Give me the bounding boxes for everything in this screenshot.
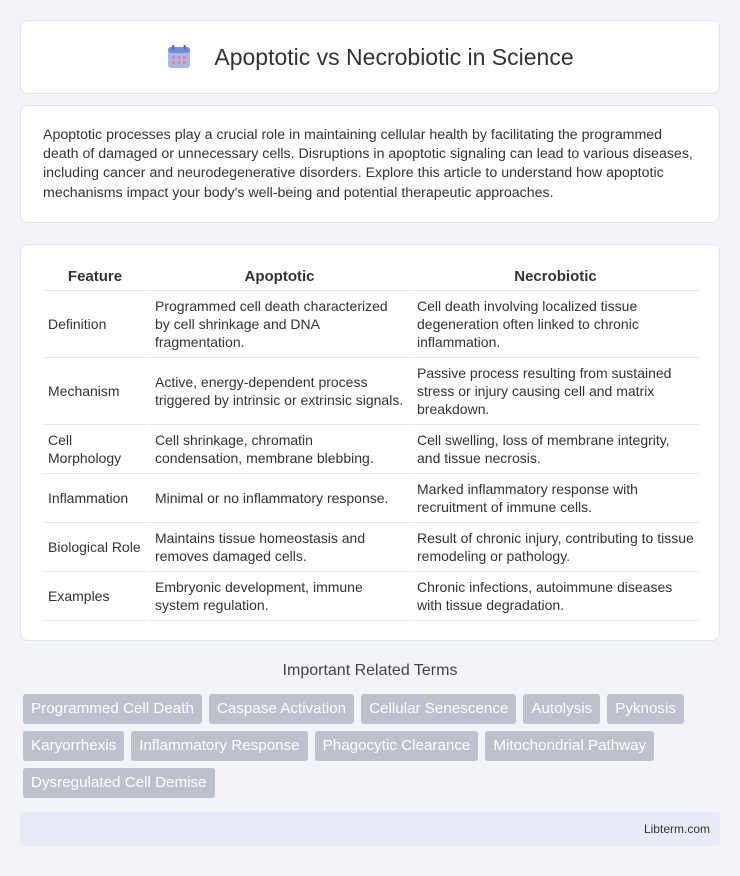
row-apoptotic: Embryonic development, immune system regulation. bbox=[147, 572, 409, 621]
page-title: Apoptotic vs Necrobiotic in Science bbox=[214, 43, 574, 70]
related-term-tag[interactable]: Inflammatory Response bbox=[131, 731, 307, 761]
comparison-table bbox=[43, 263, 699, 621]
related-term-tag[interactable]: Karyorrhexis bbox=[23, 731, 124, 761]
related-term-tag[interactable]: Programmed Cell Death bbox=[23, 694, 202, 724]
related-term-tag[interactable]: Dysregulated Cell Demise bbox=[23, 768, 215, 798]
row-necrobiotic: Marked inflammatory response with recruitment of immune cells. bbox=[409, 474, 699, 523]
row-necrobiotic: Passive process resulting from sustained stress or injury causing cell and matrix breakdown. bbox=[409, 358, 699, 425]
row-necrobiotic: Result of chronic injury, contributing to tissue remodeling or pathology. bbox=[409, 523, 699, 572]
row-apoptotic: Programmed cell death characterized by cell shrinkage and DNA fragmentation. bbox=[147, 291, 409, 358]
table-row bbox=[43, 523, 699, 572]
row-apoptotic: Minimal or no inflammatory response. bbox=[147, 474, 409, 523]
table-row bbox=[43, 358, 699, 425]
table-row bbox=[43, 425, 699, 474]
table-row bbox=[43, 572, 699, 621]
header-necrobiotic: Necrobiotic bbox=[409, 263, 699, 291]
related-term-tag[interactable]: Autolysis bbox=[523, 694, 600, 724]
related-terms-list bbox=[23, 694, 723, 798]
row-feature: Cell Morphology bbox=[43, 425, 147, 474]
row-feature: Examples bbox=[43, 572, 147, 621]
related-term-tag[interactable]: Mitochondrial Pathway bbox=[485, 731, 654, 761]
row-apoptotic: Active, energy-dependent process triggered by intrinsic or extrinsic signals. bbox=[147, 358, 409, 425]
related-term-tag[interactable]: Phagocytic Clearance bbox=[315, 731, 479, 761]
table-row bbox=[43, 474, 699, 523]
row-necrobiotic: Cell death involving localized tissue degeneration often linked to chronic inflammation. bbox=[409, 291, 699, 358]
related-term-tag[interactable]: Cellular Senescence bbox=[361, 694, 516, 724]
row-feature: Mechanism bbox=[43, 358, 147, 425]
row-necrobiotic: Chronic infections, autoimmune diseases with tissue degradation. bbox=[409, 572, 699, 621]
intro-card bbox=[20, 105, 720, 223]
related-terms-heading: Important Related Terms bbox=[282, 662, 458, 679]
footer-bar bbox=[20, 812, 720, 846]
row-apoptotic: Maintains tissue homeostasis and removes damaged cells. bbox=[147, 523, 409, 572]
footer-brand-link[interactable]: Libterm.com bbox=[643, 822, 710, 836]
header-card bbox=[20, 20, 720, 94]
row-feature: Biological Role bbox=[43, 523, 147, 572]
table-header-row bbox=[43, 263, 699, 291]
calendar-grid-icon bbox=[166, 44, 192, 70]
related-term-tag[interactable]: Caspase Activation bbox=[209, 694, 354, 724]
row-necrobiotic: Cell swelling, loss of membrane integrity, and tissue necrosis. bbox=[409, 425, 699, 474]
intro-paragraph: Apoptotic processes play a crucial role in maintaining cellular health by facilitating the programmed death of damaged or unnecessary cells. Disruptions in apoptotic signaling can lead to various diseases, including cancer and neurodegenerative disorders. Explore this article to understand how apoptotic mechanisms impact your body's well-being and potential therapeutic approaches. bbox=[43, 127, 693, 201]
row-apoptotic: Cell shrinkage, chromatin condensation, membrane blebbing. bbox=[147, 425, 409, 474]
table-row bbox=[43, 291, 699, 358]
header-feature: Feature bbox=[43, 263, 147, 291]
header-apoptotic: Apoptotic bbox=[147, 263, 409, 291]
row-feature: Definition bbox=[43, 291, 147, 358]
comparison-card bbox=[20, 244, 720, 641]
related-term-tag[interactable]: Pyknosis bbox=[607, 694, 684, 724]
row-feature: Inflammation bbox=[43, 474, 147, 523]
